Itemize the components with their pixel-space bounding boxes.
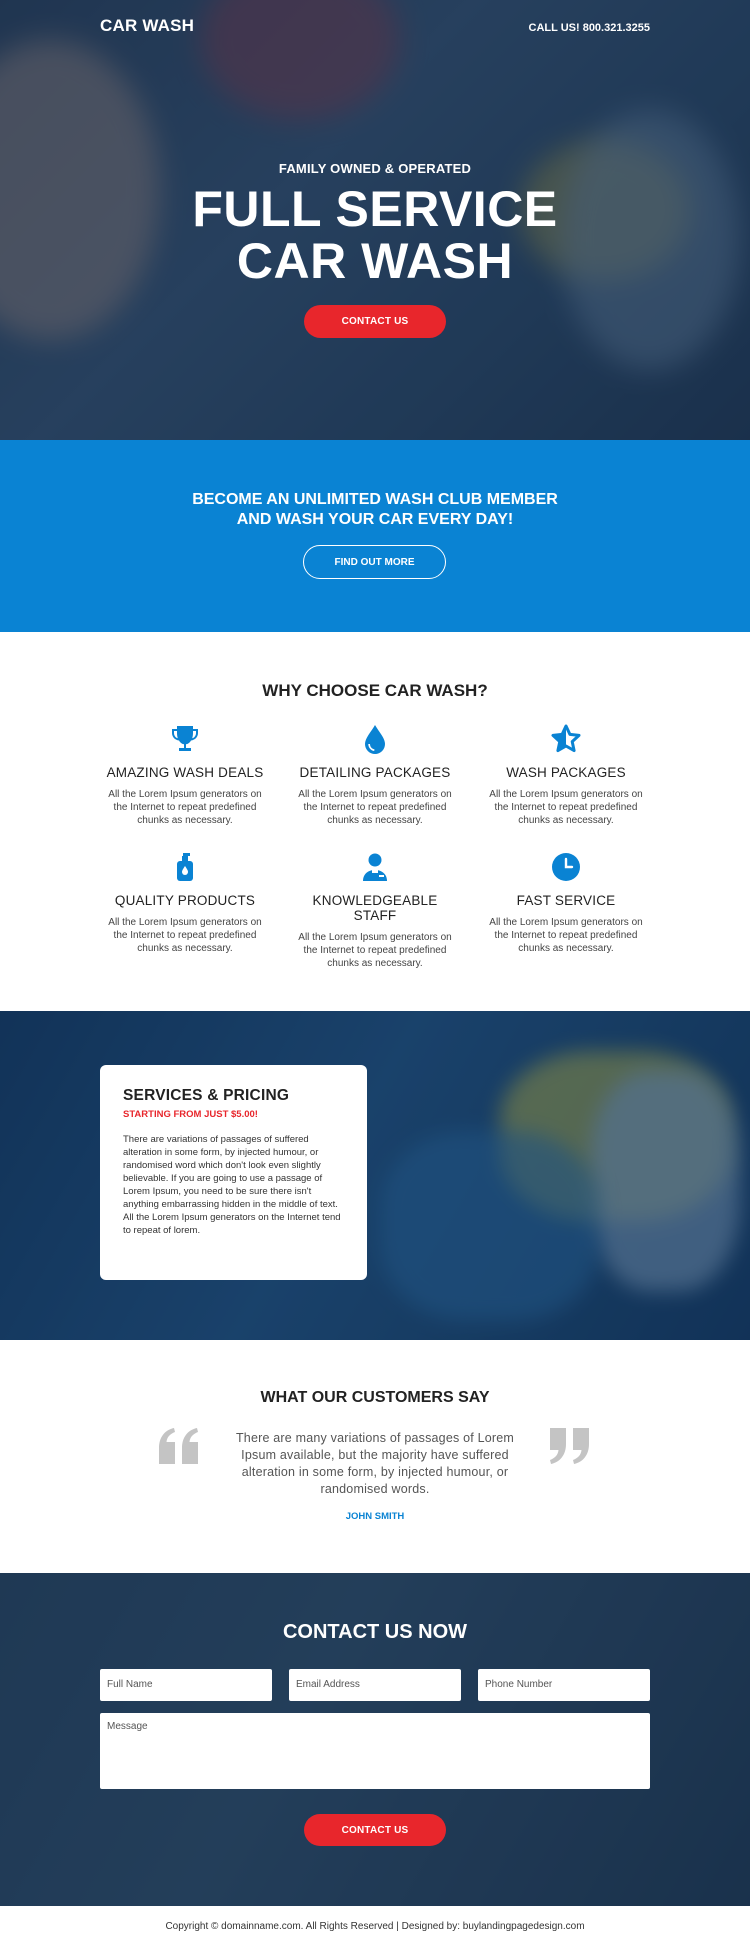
- services-title: SERVICES & PRICING: [123, 1087, 290, 1104]
- phone-field[interactable]: Phone Number: [478, 1669, 650, 1701]
- open-quote-icon: [157, 1426, 207, 1472]
- logo[interactable]: CAR WASH: [100, 16, 195, 35]
- feature-title: QUALITY PRODUCTS: [114, 893, 256, 908]
- contact-submit-button[interactable]: CONTACT US: [304, 1814, 446, 1846]
- message-field[interactable]: Message: [100, 1713, 650, 1789]
- feature-title: DETAILING PACKAGES: [299, 765, 451, 780]
- membership-line2: AND WASH YOUR CAR EVERY DAY!: [236, 511, 514, 528]
- hero-title-line2: CAR WASH: [236, 233, 514, 289]
- find-out-more-button[interactable]: FIND OUT MORE: [303, 545, 446, 579]
- feature-title: AMAZING WASH DEALS: [106, 765, 264, 780]
- membership-line1: BECOME AN UNLIMITED WASH CLUB MEMBER: [192, 491, 558, 508]
- membership-text: [0, 490, 750, 530]
- services-body: There are variations of passages of suffered alteration in some form, by injected humour, or randomised word which don't look even slightly believable. If you are going to use a passage of Lorem Ipsum, you need to be sure there isn't anything embarrassing hidden in the middle of text. All the Lorem Ipsum generators on the Internet tend to repeat of lorem.: [123, 1134, 341, 1236]
- testimonial-quote: There are many variations of passages of Lorem Ipsum available, but the majority have suffered alteration in some form, by injected humour, or randomised words.: [235, 1431, 515, 1496]
- feature-title: WASH PACKAGES: [506, 765, 626, 780]
- feature-item: [481, 722, 651, 827]
- hero-subtitle: FAMILY OWNED & OPERATED: [278, 161, 472, 176]
- feature-description: All the Lorem Ipsum generators on the Internet to repeat predefined chunks as necessary.: [108, 917, 262, 954]
- phone-link[interactable]: CALL US! 800.321.3255: [528, 22, 650, 34]
- soap-bottle-icon: [168, 850, 202, 884]
- feature-item: [100, 722, 270, 827]
- hero-title-line1: FULL SERVICE: [192, 181, 558, 237]
- why-section-title: WHY CHOOSE CAR WASH?: [262, 681, 488, 700]
- water-drop-icon: [358, 722, 392, 756]
- trophy-icon: [168, 722, 202, 756]
- testimonial-author: JOHN SMITH: [345, 1511, 405, 1522]
- close-quote-icon: [547, 1426, 597, 1472]
- feature-title: FAST SERVICE: [516, 893, 616, 908]
- feature-description: All the Lorem Ipsum generators on the Internet to repeat predefined chunks as necessary.: [298, 789, 452, 826]
- clock-icon: [549, 850, 583, 884]
- services-card: [100, 1065, 367, 1280]
- full-name-field[interactable]: Full Name: [100, 1669, 272, 1701]
- feature-description: All the Lorem Ipsum generators on the Internet to repeat predefined chunks as necessary.: [108, 789, 262, 826]
- star-icon: [549, 722, 583, 756]
- feature-item: [481, 850, 651, 955]
- feature-description: All the Lorem Ipsum generators on the Internet to repeat predefined chunks as necessary.: [489, 917, 643, 954]
- staff-icon: [358, 850, 392, 884]
- testimonial-title: WHAT OUR CUSTOMERS SAY: [260, 1389, 490, 1406]
- feature-description: All the Lorem Ipsum generators on the Internet to repeat predefined chunks as necessary.: [489, 789, 643, 826]
- hero-contact-button[interactable]: CONTACT US: [304, 305, 446, 338]
- feature-title: KNOWLEDGEABLE STAFF: [312, 893, 438, 923]
- feature-item: [290, 850, 460, 970]
- contact-title: CONTACT US NOW: [282, 1621, 468, 1643]
- feature-description: All the Lorem Ipsum generators on the Internet to repeat predefined chunks as necessary.: [298, 932, 452, 969]
- services-price: STARTING FROM JUST $5.00!: [123, 1109, 258, 1120]
- footer-copyright: Copyright © domainname.com. All Rights Reserved | Designed by: buylandingpagedesign.com: [165, 1921, 585, 1932]
- email-field[interactable]: Email Address: [289, 1669, 461, 1701]
- membership-band: [0, 440, 750, 632]
- hero-title: [0, 183, 750, 287]
- feature-item: [100, 850, 270, 955]
- feature-item: [290, 722, 460, 827]
